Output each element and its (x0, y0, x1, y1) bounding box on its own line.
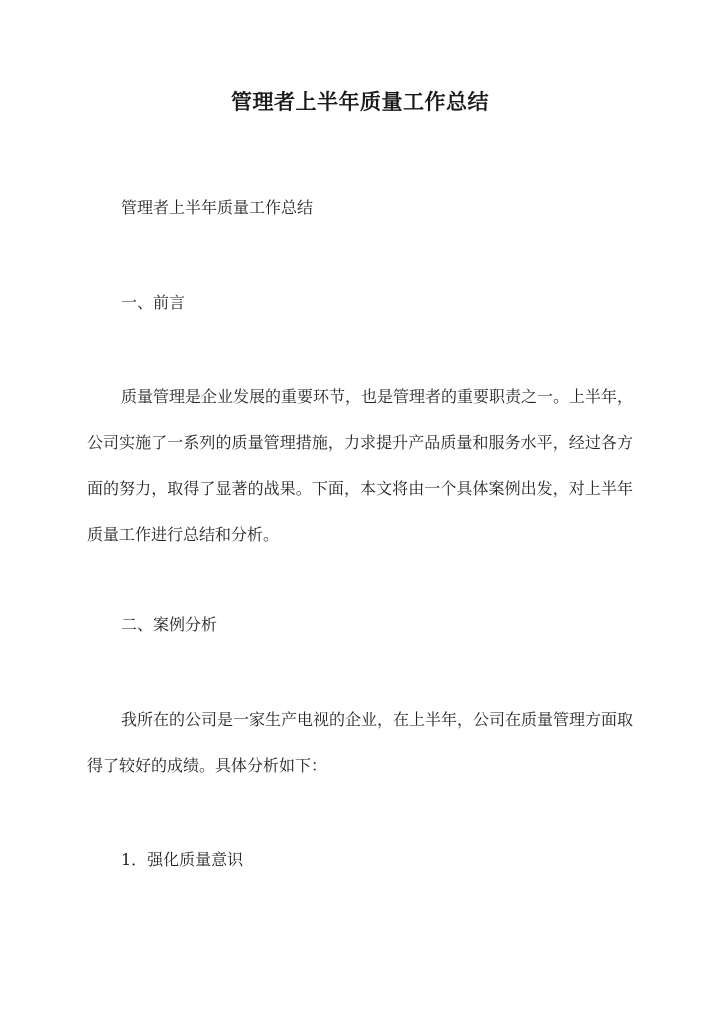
section-heading-case-analysis: 二、案例分析 (121, 615, 218, 634)
paragraph-case-analysis: 我所在的公司是一家生产电视的企业，在上半年，公司在质量管理方面取得了较好的成绩。具体分析如下： (87, 710, 634, 775)
item-heading-quality-awareness: 1．强化质量意识 (121, 850, 244, 869)
paragraph-preface: 质量管理是企业发展的重要环节，也是管理者的重要职责之一。上半年，公司实施了一系列的质量管理措施，力求提升产品质量和服务水平，经过各方面的努力，取得了显著的战果。下面，本文将由一个具体案例出发，对上半年质量工作进行总结和分析。 (87, 387, 634, 544)
document-subtitle: 管理者上半年质量工作总结 (121, 198, 314, 217)
section-heading-preface: 一、前言 (121, 293, 186, 312)
document-title: 管理者上半年质量工作总结 (231, 89, 489, 114)
